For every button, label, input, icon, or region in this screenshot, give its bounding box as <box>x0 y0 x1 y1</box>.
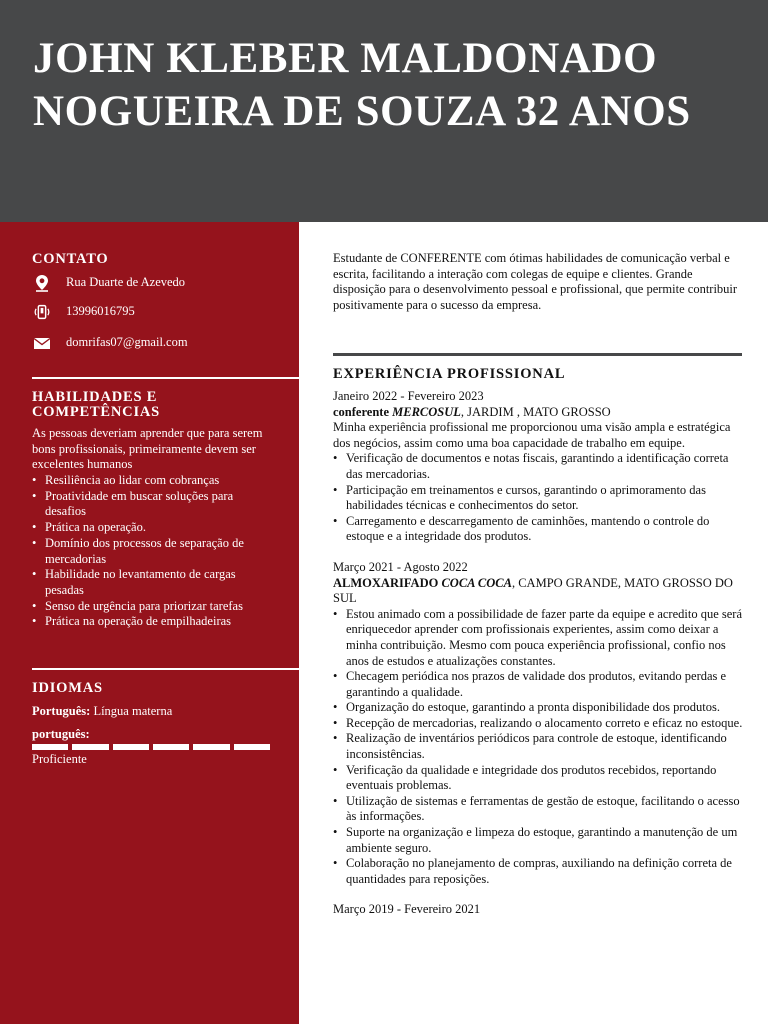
job-entry <box>333 902 743 918</box>
job-bullet: • Utilização de sistemas e ferramentas de gestão de estoque, facilitando o acesso às informações. <box>333 794 743 825</box>
job-bullet: • Carregamento e descarregamento de caminhões, mantendo o controle do estoque e a integridade dos produtos. <box>333 514 743 545</box>
experience-title: EXPERIÊNCIA PROFISSIONAL <box>333 366 566 382</box>
phone-icon <box>32 302 52 322</box>
skills-intro: As pessoas deveriam aprender que para serem bons profissionais, primeiramente devem ser excelentes humanos <box>32 426 263 472</box>
job-bullet: • Suporte na organização e limpeza do estoque, garantindo a manutenção de um ambiente seguro. <box>333 825 743 856</box>
skill-item: • Resiliência ao lidar com cobranças <box>32 473 272 489</box>
job-bullets <box>333 607 743 888</box>
address-text: Rua Duarte de Azevedo <box>66 275 186 289</box>
languages-title: IDIOMAS <box>32 680 103 696</box>
job-dates: Janeiro 2022 - Fevereiro 2023 <box>333 389 484 403</box>
skill-item: • Proatividade em buscar soluções para desafios <box>32 489 272 520</box>
experience-list <box>333 389 743 933</box>
job-bullet: • Participação em treinamentos e cursos, garantindo o aprimoramento das habilidades técnicas e conhecimentos do setor. <box>333 483 743 514</box>
candidate-name: JOHN KLEBER MALDONADO NOGUEIRA DE SOUZA 32 ANOS <box>33 35 691 135</box>
contact-address <box>32 273 186 293</box>
envelope-icon <box>32 333 52 353</box>
job-bullet: • Organização do estoque, garantindo a pronta disponibilidade dos produtos. <box>333 700 743 716</box>
job-entry <box>333 389 743 545</box>
skill-item: • Prática na operação. <box>32 520 272 536</box>
sidebar <box>0 222 299 1024</box>
level-segment <box>113 744 149 750</box>
job-description: Minha experiência profissional me proporcionou uma visão ampla e estratégica dos negócios, assim como uma boa capacidade de trabalho em equipe. <box>333 420 731 450</box>
job-bullet: • Colaboração no planejamento de compras, auxiliando na definição correta de quantidades para reposições. <box>333 856 743 887</box>
job-location: , JARDIM , MATO GROSSO <box>460 404 611 419</box>
skill-item: • Habilidade no levantamento de cargas pesadas <box>32 567 272 598</box>
job-bullet: • Estou animado com a possibilidade de fazer parte da equipe e acredito que será enriquecedor aprender com profissionais experientes, assim como deixar a minha contribuição. Mesmo com pouca experiência profissional, confio nos anos de estudos e atualizações constantes. <box>333 607 743 669</box>
job-bullets <box>333 451 743 545</box>
job-role: conferente <box>333 404 389 419</box>
job-dates: Março 2019 - Fevereiro 2021 <box>333 902 481 917</box>
level-segment <box>234 744 270 750</box>
job-dates: Março 2021 - Agosto 2022 <box>333 559 468 574</box>
job-bullet: • Recepção de mercadorias, realizando o alocamento correto e eficaz no estoque. <box>333 716 743 732</box>
contact-email <box>32 333 188 353</box>
skill-item: • Prática na operação de empilhadeiras <box>32 614 272 630</box>
job-bullet: • Checagem periódica nos prazos de validade dos produtos, evitando perdas e garantindo a qualidade. <box>333 669 743 700</box>
job-title-line <box>333 405 743 421</box>
language-level-bar <box>32 744 270 750</box>
sidebar-divider <box>32 377 299 379</box>
skills-title: HABILIDADES E COMPETÊNCIAS <box>32 389 161 420</box>
level-segment <box>153 744 189 750</box>
job-bullet: • Verificação da qualidade e integridade dos produtos recebidos, reportando eventuais problemas. <box>333 763 743 794</box>
job-location: , CAMPO GRANDE, MATO GROSSO DO SUL <box>333 575 733 606</box>
email-text[interactable]: domrifas07@gmail.com <box>66 335 188 349</box>
language-label <box>32 727 90 742</box>
job-entry <box>333 560 743 887</box>
header <box>0 0 768 222</box>
location-pin-icon <box>32 273 52 293</box>
job-company: COCA COCA <box>441 575 512 590</box>
contact-phone <box>32 302 135 322</box>
level-segment <box>72 744 108 750</box>
job-bullet: • Verificação de documentos e notas fiscais, garantindo a identificação correta das mercadorias. <box>333 451 743 482</box>
level-segment <box>32 744 68 750</box>
contact-title: CONTATO <box>32 251 109 267</box>
job-role: ALMOXARIFADO <box>333 575 439 590</box>
job-bullet: • Realização de inventários periódicos para controle de estoque, identificando inconsistências. <box>333 731 743 762</box>
native-language <box>32 704 172 719</box>
job-title-line <box>333 576 743 607</box>
sidebar-divider <box>32 668 299 670</box>
phone-text: 13996016795 <box>66 304 135 318</box>
skill-item: • Domínio dos processos de separação de mercadorias <box>32 536 272 567</box>
native-language-label: Português: <box>32 704 91 718</box>
skill-item: • Senso de urgência para priorizar tarefas <box>32 599 272 615</box>
professional-summary: Estudante de CONFERENTE com ótimas habilidades de comunicação verbal e escrita, facilitando a interação com colegas de equipe e clientes. Grande disposição para o desenvolvimento pessoal e profissional, que permite contribuir positivamente para o sucesso da empresa. <box>333 251 738 313</box>
language-name: português: <box>32 727 90 741</box>
level-segment <box>193 744 229 750</box>
language-level: Proficiente <box>32 752 87 766</box>
job-company: MERCOSUL <box>392 404 461 419</box>
skills-list <box>32 473 272 630</box>
main-divider <box>333 353 742 356</box>
native-language-value: Língua materna <box>93 704 173 718</box>
